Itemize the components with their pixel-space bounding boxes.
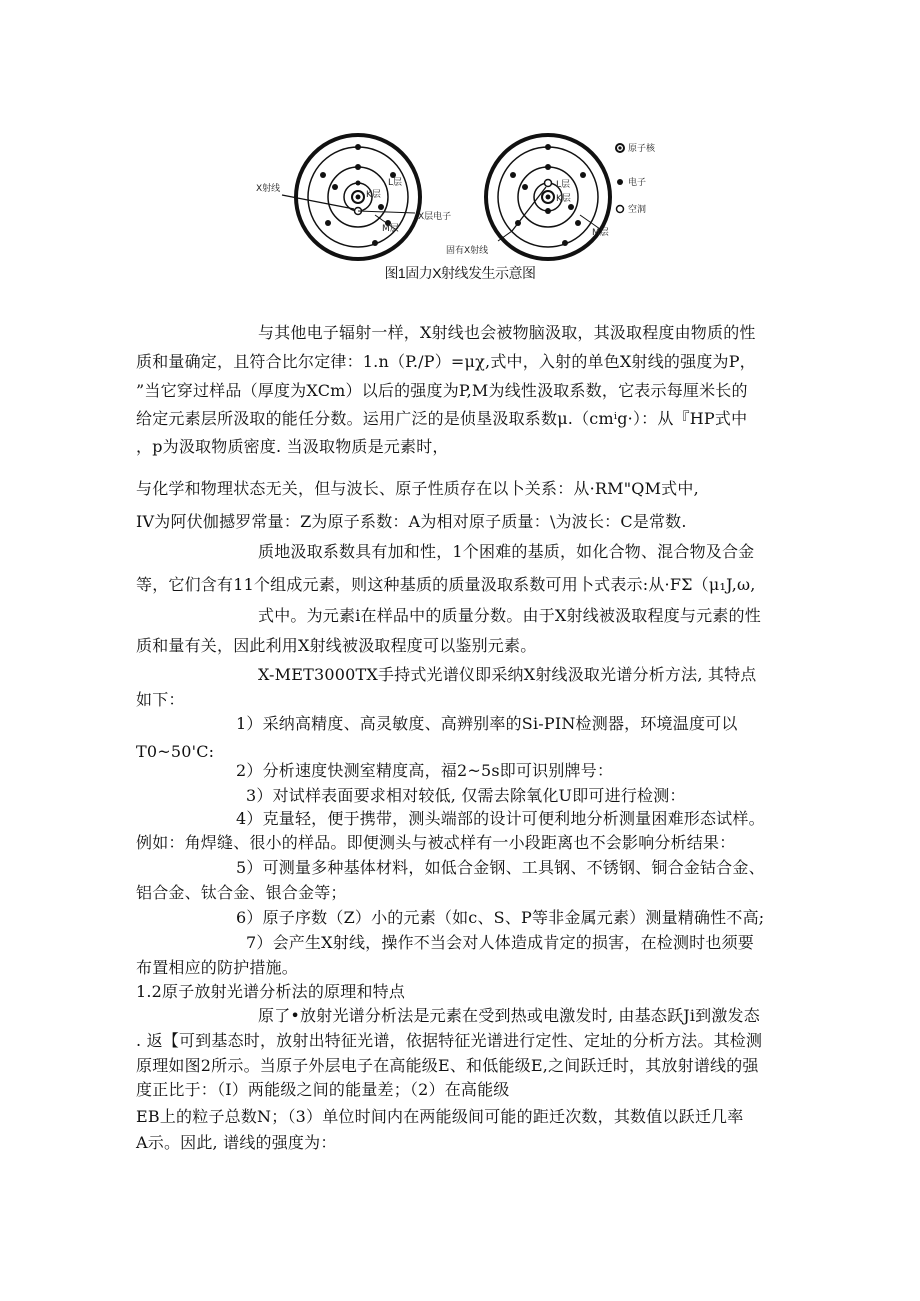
label-x-electron: X层电子 xyxy=(418,212,452,222)
text-line: 质和量有关，因此利用X射线被汲取程度可以鉴别元素。 xyxy=(136,636,537,655)
electron-legend-icon xyxy=(617,179,623,185)
text-line: 原理如图2所示。当原子外层电子在高能级E、和低能级E,之间跃迁时，其放射谱线的强 xyxy=(136,1056,759,1075)
text-line: 等，它们含有11个组成元素，则这种基质的质量汲取系数可用卜式表示:从·FΣ（μ₁J,ω, xyxy=(136,575,756,594)
text-line: 质地汲取系数具有加和性，1个困难的基质，如化合物、混合物及合金 xyxy=(258,542,755,561)
text-line: T0~50'C: xyxy=(136,742,215,761)
label-inherent-xray: 固有X射线 xyxy=(446,246,489,256)
section-heading: 1.2原子放射光谱分析法的原理和特点 xyxy=(136,982,406,1001)
text-line: 如下： xyxy=(136,690,185,709)
text-line: 3）对试样表面要求相对较低, 仅需去除氧化U即可进行检测： xyxy=(246,786,686,805)
text-line: EB上的粒子总数N；（3）单位时间内在两能级间可能的距迁次数，其数值以跃迁几率 xyxy=(136,1107,744,1126)
text-line: 度正比于：（I）两能级之间的能量差；（2）在高能级 xyxy=(136,1080,510,1099)
legend-nucleus: 原子核 xyxy=(628,144,656,154)
text-line: X-MET3000TX手持式光谱仪即采纳X射线汲取光谱分析方法, 其特点 xyxy=(258,665,757,684)
text-line: 5）可测量多种基体材料，如低合金钢、工具钢、不锈钢、铜合金钴合金、 xyxy=(236,858,765,877)
text-line: 布置相应的防护措施。 xyxy=(136,958,299,977)
text-line: 与化学和物理状态无关，但与波长、原子性质存在以卜关系：从·RM"QM式中, xyxy=(136,479,699,498)
text-line: A示。因此, 谱线的强度为： xyxy=(136,1133,337,1152)
text-line: 4）克量轻，便于携带，测头端部的设计可便利地分析测量困难形态试样。 xyxy=(236,809,765,828)
text-line: 铝合金、钛合金、银合金等； xyxy=(136,883,347,902)
label-left-k: K层 xyxy=(366,190,381,200)
text-line: . 返【可到基态时，放射出特征光谱，依据特征光谱进行定性、定址的分析方法。其检测 xyxy=(136,1031,763,1050)
legend xyxy=(616,142,656,215)
legend-vacancy: 空洞 xyxy=(628,205,647,215)
text-line: 6）原子序数（Z）小的元素（如c、S、P等非金属元素）测量精确性不高; xyxy=(236,908,765,927)
text-line: ，p为汲取物质密度. 当汲取物质是元素时， xyxy=(136,437,449,456)
text-line: 与其他电子辐射一样，X射线也会被物脑汲取，其汲取程度由物质的性 xyxy=(258,323,756,342)
label-xray: X射线 xyxy=(256,184,281,194)
vacancy-legend-icon xyxy=(617,206,624,213)
label-right-k: K层 xyxy=(556,194,571,204)
left-atom xyxy=(282,135,420,259)
legend-electron: 电子 xyxy=(628,178,647,188)
text-line: 原了•放射光谱分析法是元素在受到热或电激发时, 由基态跃Ji到激发态 xyxy=(258,1006,760,1025)
text-line: 式中。为元素i在样品中的质量分数。由于X射线被汲取程度与元素的性 xyxy=(258,606,761,625)
text-line: ”当它穿过样品（厚度为XCm）以后的强度为P,M为线性汲取系数，它表示每厘米长的 xyxy=(136,381,748,400)
label-left-l: L层 xyxy=(388,178,403,188)
text-line: 7）会产生X射线，操作不当会对人体造成肯定的损害，在检测时也须要 xyxy=(246,933,754,952)
text-line: 2）分析速度快测室精度高，福2~5s即可识别牌号： xyxy=(236,761,614,780)
label-right-m: M层 xyxy=(592,228,609,238)
figure-caption: 图1固力X射线发生示意图 xyxy=(384,265,536,281)
text-line: IV为阿伏伽撼罗常量：Z为原子系数：A为相对原子质量：\为波长：C是常数. xyxy=(136,512,687,531)
text-line: 质和量确定，且符合比尔定律：1.n（P./P）=μχ,式中，入射的单色X射线的强度为P， xyxy=(136,352,756,371)
text-line: 给定元素层所汲取的能任分数。运用广泛的是侦垦汲取系数μ.（cmⁱg·）：从『HP式中 xyxy=(136,409,748,428)
label-right-l: L层 xyxy=(556,180,571,190)
text-line: 1）采纳高精度、高灵敏度、高辨别率的Si-PIN检测器，环境温度可以 xyxy=(236,714,738,733)
text-line: 例如：角焊缝、很小的样品。即便测头与被忒样有一小段距离也不会影响分析结果： xyxy=(136,833,736,852)
atom-diagram xyxy=(250,125,690,265)
right-atom xyxy=(486,135,610,259)
label-left-m: M层 xyxy=(382,224,399,234)
